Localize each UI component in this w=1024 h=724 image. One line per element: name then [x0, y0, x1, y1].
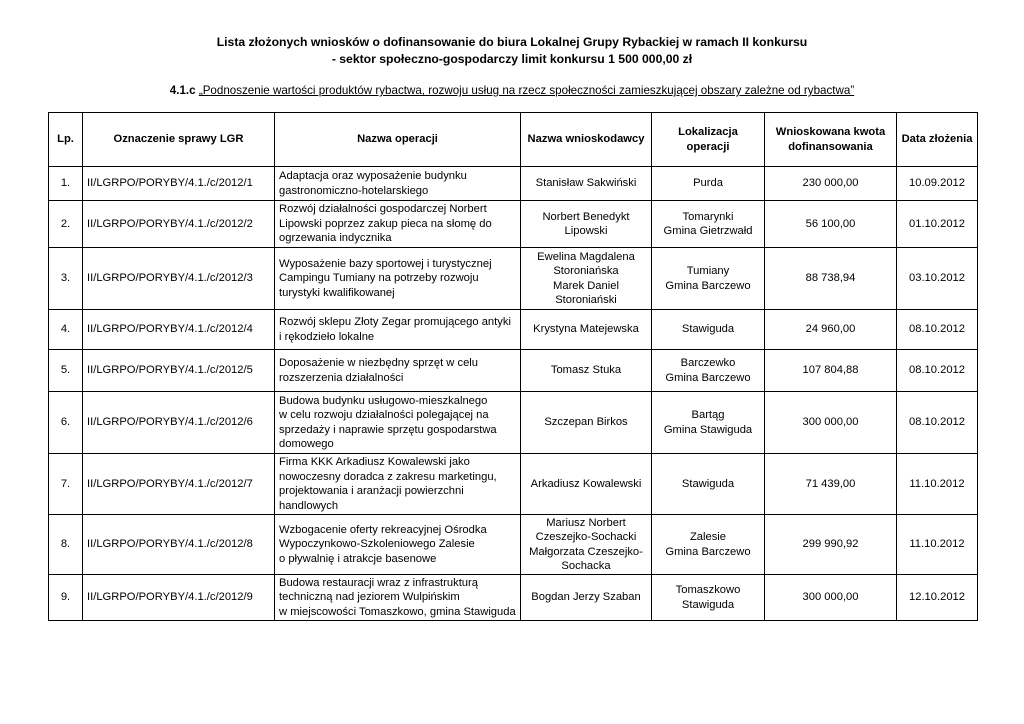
cell-amount: 107 804,88	[765, 350, 897, 392]
cell-location: Stawiguda	[652, 310, 765, 350]
cell-date: 11.10.2012	[897, 454, 978, 515]
table-row	[49, 167, 978, 201]
cell-location: Zalesie Gmina Barczewo	[652, 515, 765, 575]
cell-date: 08.10.2012	[897, 350, 978, 392]
cell-date: 08.10.2012	[897, 310, 978, 350]
table-row	[49, 454, 978, 515]
cell-amount: 88 738,94	[765, 248, 897, 310]
measure-name: „Podnoszenie wartości produktów rybactwa, rozwoju usług na rzecz społeczności zamieszkującej obszary zależne od rybactwa”	[198, 84, 855, 97]
cell-applicant: Ewelina Magdalena Storoniańska Marek Daniel Storoniański	[521, 248, 652, 310]
cell-amount: 230 000,00	[765, 167, 897, 201]
table-row	[49, 515, 978, 575]
header-lp: Lp.	[49, 113, 83, 167]
cell-amount: 71 439,00	[765, 454, 897, 515]
cell-amount: 56 100,00	[765, 201, 897, 248]
cell-applicant: Bogdan Jerzy Szaban	[521, 575, 652, 621]
table-row	[49, 310, 978, 350]
cell-date: 10.09.2012	[897, 167, 978, 201]
cell-case-id: II/LGRPO/PORYBY/4.1./c/2012/3	[83, 248, 275, 310]
header-location: Lokalizacja operacji	[652, 113, 765, 167]
cell-date: 03.10.2012	[897, 248, 978, 310]
cell-location: Barczewko Gmina Barczewo	[652, 350, 765, 392]
header-applicant: Nazwa wnioskodawcy	[521, 113, 652, 167]
table-row	[49, 201, 978, 248]
cell-date: 01.10.2012	[897, 201, 978, 248]
cell-operation: Doposażenie w niezbędny sprzęt w celu rozszerzenia działalności	[275, 350, 521, 392]
cell-case-id: II/LGRPO/PORYBY/4.1./c/2012/4	[83, 310, 275, 350]
cell-case-id: II/LGRPO/PORYBY/4.1./c/2012/8	[83, 515, 275, 575]
table-row	[49, 575, 978, 621]
cell-applicant: Szczepan Birkos	[521, 392, 652, 454]
cell-applicant: Arkadiusz Kowalewski	[521, 454, 652, 515]
table-row	[49, 392, 978, 454]
cell-amount: 300 000,00	[765, 392, 897, 454]
cell-applicant: Norbert Benedykt Lipowski	[521, 201, 652, 248]
applications-table	[48, 112, 978, 621]
cell-applicant: Stanisław Sakwiński	[521, 167, 652, 201]
cell-lp: 4.	[49, 310, 83, 350]
cell-lp: 9.	[49, 575, 83, 621]
cell-applicant: Tomasz Stuka	[521, 350, 652, 392]
cell-lp: 7.	[49, 454, 83, 515]
cell-operation: Adaptacja oraz wyposażenie budynku gastronomiczno-hotelarskiego	[275, 167, 521, 201]
cell-lp: 5.	[49, 350, 83, 392]
cell-operation: Firma KKK Arkadiusz Kowalewski jako nowoczesny doradca z zakresu marketingu, projektowania i aranżacji powierzchni handlowych	[275, 454, 521, 515]
cell-date: 08.10.2012	[897, 392, 978, 454]
cell-operation: Wyposażenie bazy sportowej i turystycznej Campingu Tumiany na potrzeby rozwoju turystyki kwalifikowanej	[275, 248, 521, 310]
header-operation: Nazwa operacji	[275, 113, 521, 167]
cell-amount: 300 000,00	[765, 575, 897, 621]
header-case-id: Oznaczenie sprawy LGR	[83, 113, 275, 167]
measure-subtitle	[0, 83, 1024, 99]
cell-operation: Wzbogacenie oferty rekreacyjnej Ośrodka Wypoczynkowo-Szkoleniowego Zalesie o pływalnię i atrakcje basenowe	[275, 515, 521, 575]
cell-operation: Rozwój sklepu Złoty Zegar promującego antyki i rękodzieło lokalne	[275, 310, 521, 350]
cell-lp: 8.	[49, 515, 83, 575]
cell-lp: 2.	[49, 201, 83, 248]
cell-case-id: II/LGRPO/PORYBY/4.1./c/2012/5	[83, 350, 275, 392]
cell-amount: 24 960,00	[765, 310, 897, 350]
cell-applicant: Mariusz Norbert Czeszejko-Sochacki Małgorzata Czeszejko- Sochacka	[521, 515, 652, 575]
table-row	[49, 248, 978, 310]
cell-location: Stawiguda	[652, 454, 765, 515]
cell-case-id: II/LGRPO/PORYBY/4.1./c/2012/2	[83, 201, 275, 248]
cell-case-id: II/LGRPO/PORYBY/4.1./c/2012/6	[83, 392, 275, 454]
cell-date: 11.10.2012	[897, 515, 978, 575]
measure-code: 4.1.c	[169, 84, 196, 97]
table-row	[49, 350, 978, 392]
cell-date: 12.10.2012	[897, 575, 978, 621]
cell-operation: Rozwój działalności gospodarczej Norbert Lipowski poprzez zakup pieca na słomę do ogrzewania indycznika	[275, 201, 521, 248]
cell-location: Tomarynki Gmina Gietrzwałd	[652, 201, 765, 248]
cell-amount: 299 990,92	[765, 515, 897, 575]
document-title-line-1: Lista złożonych wniosków o dofinansowanie do biura Lokalnej Grupy Rybackiej w ramach II konkursu	[216, 35, 808, 49]
cell-operation: Budowa restauracji wraz z infrastrukturą techniczną nad jeziorem Wulpińskim w miejscowości Tomaszkowo, gmina Stawiguda	[275, 575, 521, 621]
cell-case-id: II/LGRPO/PORYBY/4.1./c/2012/9	[83, 575, 275, 621]
cell-location: Tomaszkowo Stawiguda	[652, 575, 765, 621]
cell-case-id: II/LGRPO/PORYBY/4.1./c/2012/1	[83, 167, 275, 201]
cell-lp: 3.	[49, 248, 83, 310]
cell-lp: 1.	[49, 167, 83, 201]
document-title-line-2: - sektor społeczno-gospodarczy limit konkursu 1 500 000,00 zł	[331, 52, 693, 66]
cell-lp: 6.	[49, 392, 83, 454]
cell-location: Purda	[652, 167, 765, 201]
cell-location: Bartąg Gmina Stawiguda	[652, 392, 765, 454]
cell-case-id: II/LGRPO/PORYBY/4.1./c/2012/7	[83, 454, 275, 515]
cell-location: Tumiany Gmina Barczewo	[652, 248, 765, 310]
header-amount: Wnioskowana kwota dofinansowania	[765, 113, 897, 167]
cell-applicant: Krystyna Matejewska	[521, 310, 652, 350]
cell-operation: Budowa budynku usługowo-mieszkalnego w celu rozwoju działalności polegającej na sprzedaży i naprawie sprzętu gospodarstwa domowego	[275, 392, 521, 454]
header-date: Data złożenia	[897, 113, 978, 167]
table-header-row	[49, 113, 978, 167]
